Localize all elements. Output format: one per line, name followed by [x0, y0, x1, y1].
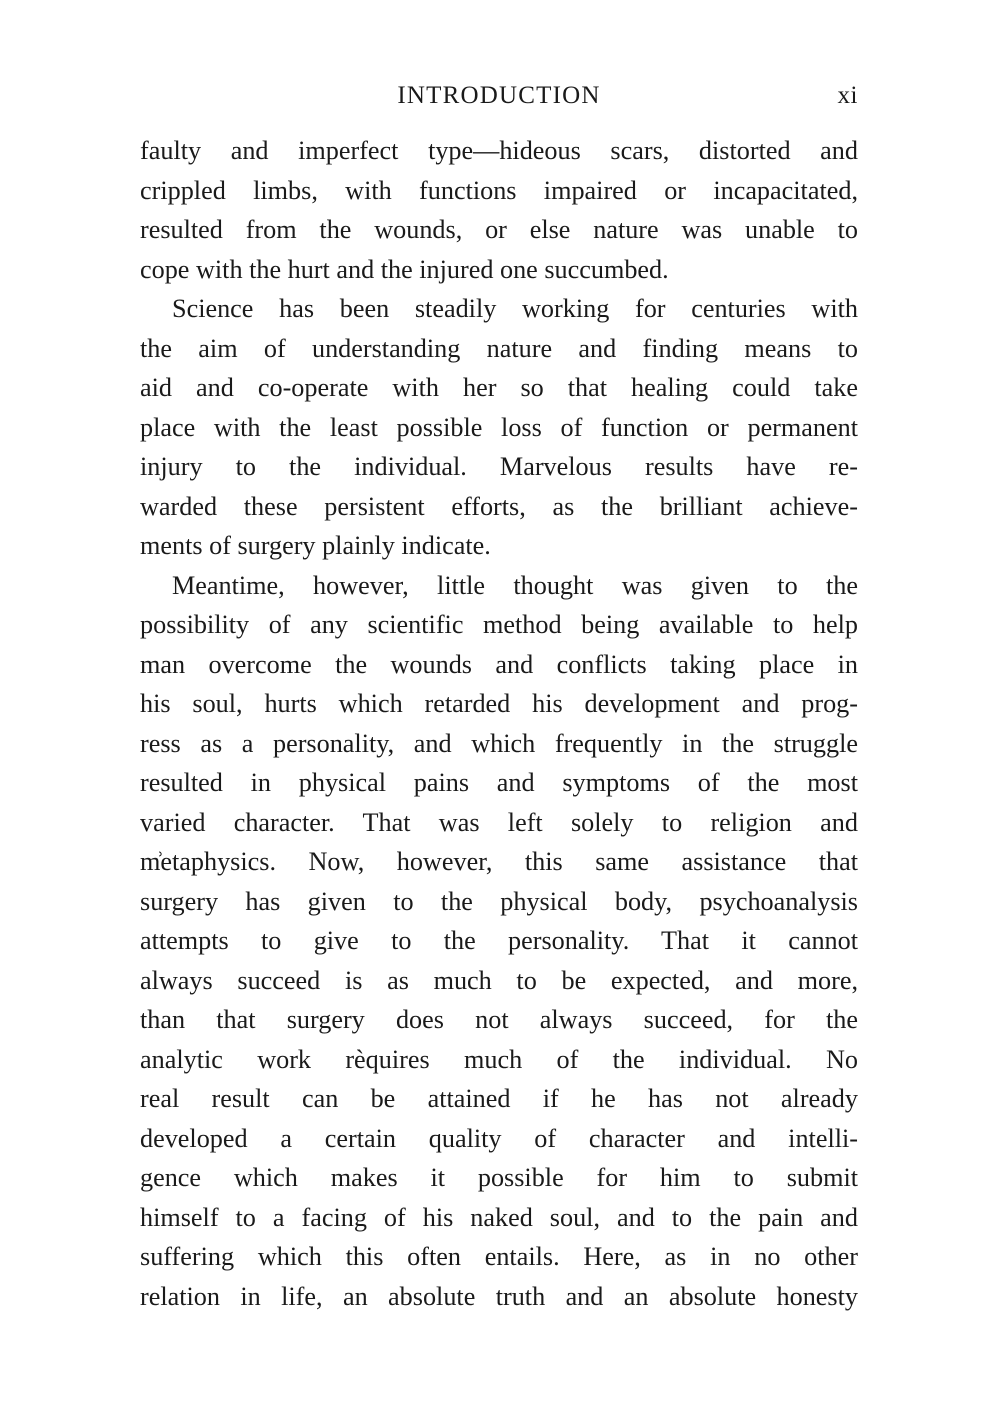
- text-line: surgery has given to the physical body, psychoanalysis: [140, 886, 858, 916]
- text-line: the aim of understanding nature and finding means to: [140, 333, 858, 363]
- text-line: gence which makes it possible for him to submit: [140, 1163, 858, 1192]
- text-line: resulted in physical pains and symptoms of the most: [140, 768, 858, 797]
- text-line: man overcome the wounds and conflicts taking place in: [140, 649, 858, 679]
- text-line: possibility of any scientific method being available to help: [140, 610, 858, 639]
- text-line: Science has been steadily working for centuries with: [172, 294, 858, 323]
- text-line: developed a certain quality of character and intelli-: [140, 1123, 858, 1153]
- paragraph: [140, 289, 858, 566]
- text-line: m͗etaphysics. Now, however, this same assistance that: [140, 847, 858, 876]
- text-line: place with the least possible loss of function or permanent: [140, 412, 858, 442]
- running-title: INTRODUCTION: [397, 82, 601, 109]
- page-number: xi: [837, 82, 858, 109]
- text-line: ress as a personality, and which frequently in the struggle: [140, 728, 858, 758]
- text-line: varied character. That was left solely to religion and: [140, 807, 858, 837]
- text-line: injury to the individual. Marvelous results have re-: [140, 452, 858, 481]
- text-line: his soul, hurts which retarded his development and prog-: [140, 689, 858, 718]
- text-line: resulted from the wounds, or else nature was unable to: [140, 215, 858, 244]
- text-line: than that surgery does not always succeed, for the: [140, 1005, 858, 1034]
- text-line: relation in life, an absolute truth and an absolute honesty: [140, 1281, 858, 1311]
- text-line: analytic work rèquires much of the individual. No: [140, 1044, 858, 1074]
- text-line: cope with the hurt and the injured one succumbed.: [140, 254, 669, 284]
- paragraph: [140, 566, 858, 1317]
- text-line: real result can be attained if he has not already: [140, 1084, 858, 1113]
- text-line: himself to a facing of his naked soul, and to the pain and: [140, 1202, 858, 1232]
- running-head: [140, 78, 858, 114]
- text-line: warded these persistent efforts, as the brilliant achieve-: [140, 491, 858, 521]
- text-line: ments of surgery plainly indicate.: [140, 531, 491, 560]
- paragraph: [140, 131, 858, 289]
- text-line: aid and co-operate with her so that healing could take: [140, 373, 858, 402]
- text-line: always succeed is as much to be expected, and more,: [140, 965, 858, 995]
- text-line: faulty and imperfect type—hideous scars, distorted and: [140, 136, 858, 165]
- body-text: [140, 131, 858, 1316]
- text-line: suffering which this often entails. Here, as in no other: [140, 1242, 858, 1271]
- text-line: attempts to give to the personality. That it cannot: [140, 926, 858, 955]
- text-line: Meantime, however, little thought was given to the: [172, 570, 858, 600]
- text-line: crippled limbs, with functions impaired or incapacitated,: [140, 175, 858, 205]
